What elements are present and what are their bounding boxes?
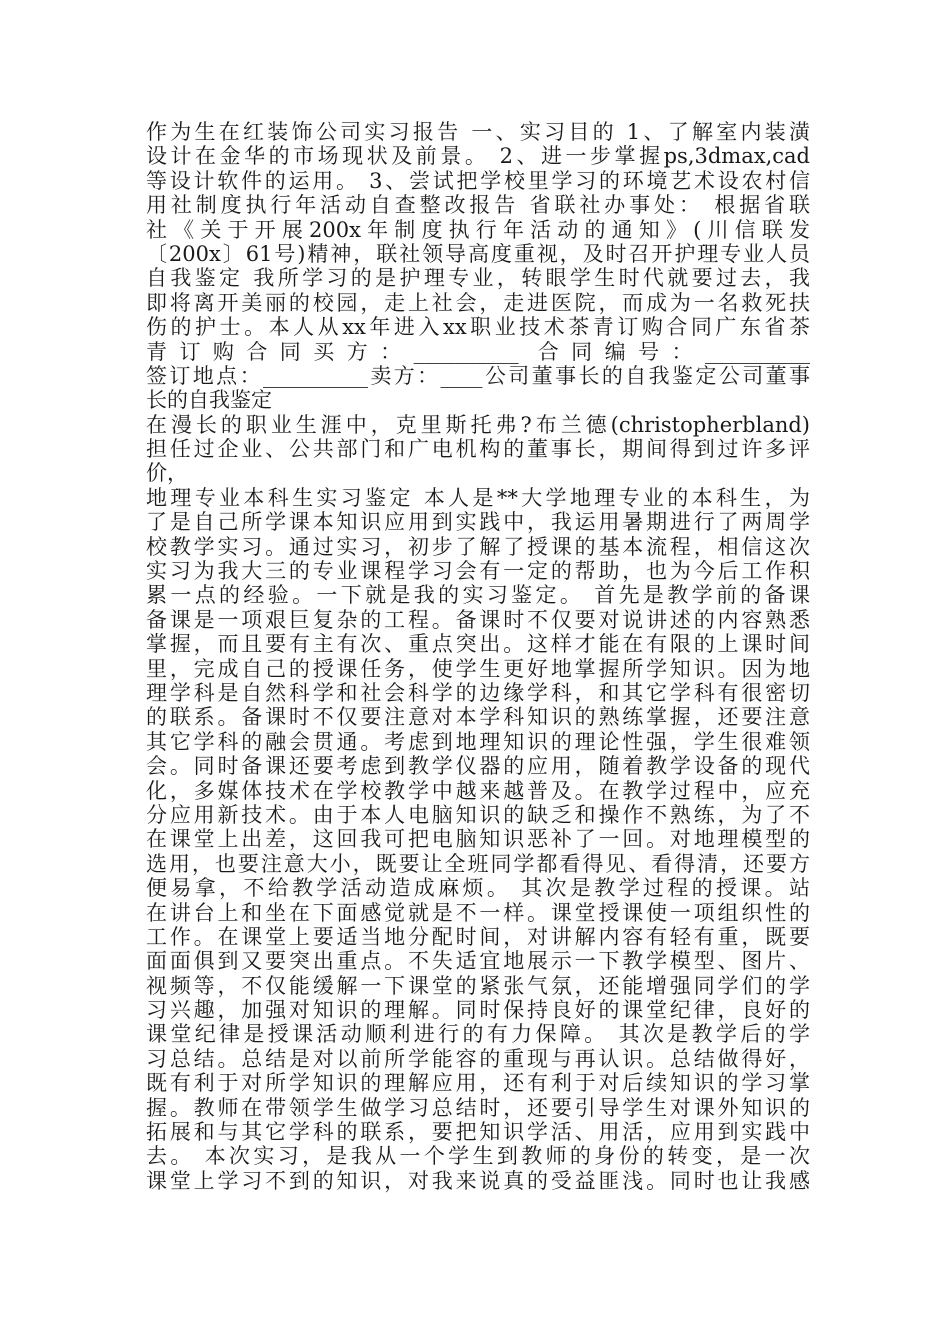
text-line: 即将离开美丽的校园，走上社会，走进医院，而成为一名救死扶 (146, 290, 810, 315)
text-line: 〔200x〕61号)精神，联社领导高度重视，及时召开护理专业人员 (146, 241, 810, 266)
text-line: 青订购合同买方：__________ 合同编号：__________ (146, 339, 810, 364)
text-line: 用社制度执行年活动自查整改报告 省联社办事处： 根据省联 (146, 193, 810, 218)
text-line: 社《关于开展200x年制度执行年活动的通知》(川信联发 (146, 217, 810, 242)
text-line: 工作。在课堂上要适当地分配时间，对讲解内容有轻有重，既要 (146, 924, 810, 949)
text-line: 面面俱到又要突出重点。不失适宜地展示一下教学模型、图片、 (146, 949, 810, 974)
text-line: 的联系。备课时不仅要注意对本学科知识的熟练掌握，还要注意 (146, 705, 810, 730)
text-line: 长的自我鉴定 (146, 388, 272, 413)
text-line: 在讲台上和坐在下面感觉就是不一样。课堂授课使一项组织性的 (146, 900, 810, 925)
text-line: 签订地点：__________卖方：____公司董事长的自我鉴定公司董事 (146, 363, 810, 388)
text-line: 握。教师在带领学生做学习总结时，还要引导学生对课外知识的 (146, 1095, 810, 1120)
text-line: 去。 本次实习，是我从一个学生到教师的身份的转变，是一次 (146, 1144, 810, 1169)
text-line: 作为生在红装饰公司实习报告 一、实习目的 1、了解室内装潢 (146, 120, 810, 144)
text-line: 课堂上学习不到的知识，对我来说真的受益匪浅。同时也让我感 (146, 1168, 810, 1193)
text-line: 在课堂上出差，这回我可把电脑知识恶补了一回。对地理模型的 (146, 827, 810, 852)
text-line: 担任过企业、公共部门和广电机构的董事长，期间得到过许多评 (146, 437, 810, 462)
document-body (146, 120, 810, 1193)
text-line: 累一点的经验。一下就是我的实习鉴定。 首先是教学前的备课 (146, 583, 810, 608)
text-line: 价， (146, 461, 188, 486)
text-line: 选用，也要注意大小，既要让全班同学都看得见、看得清，还要方 (146, 851, 810, 876)
text-line: 课堂纪律是授课活动顺利进行的有力保障。 其次是教学后的学 (146, 1022, 810, 1047)
text-line: 地理专业本科生实习鉴定 本人是**大学地理专业的本科生，为 (146, 485, 810, 510)
text-line: 其它学科的融会贯通。考虑到地理知识的理论性强，学生很难领 (146, 729, 810, 754)
text-line: 化，多媒体技术在学校教学中越来越普及。在教学过程中，应充 (146, 778, 810, 803)
text-line: 里，完成自己的授课任务，使学生更好地掌握所学知识。因为地 (146, 656, 810, 681)
text-line: 备课是一项艰巨复杂的工程。备课时不仅要对说讲述的内容熟悉 (146, 607, 810, 632)
text-line: 了是自己所学课本知识应用到实践中，我运用暑期进行了两周学 (146, 510, 810, 535)
text-line: 在漫长的职业生涯中，克里斯托弗?布兰德(christopherbland) (146, 412, 810, 437)
text-line: 理学科是自然科学和社会科学的边缘学科，和其它学科有很密切 (146, 680, 810, 705)
text-line: 等设计软件的运用。 3、尝试把学校里学习的环境艺术设农村信 (146, 168, 810, 193)
text-line: 掌握，而且要有主有次、重点突出。这样才能在有限的上课时间 (146, 632, 810, 657)
text-line: 伤的护士。本人从xx年进入xx职业技术茶青订购合同广东省茶 (146, 315, 810, 340)
text-line: 设计在金华的市场现状及前景。 2、进一步掌握ps,3dmax,cad (146, 144, 810, 169)
text-line: 校教学实习。通过实习，初步了解了授课的基本流程，相信这次 (146, 534, 810, 559)
text-line: 既有利于对所学知识的理解应用，还有利于对后续知识的学习掌 (146, 1071, 810, 1096)
text-line: 习兴趣，加强对知识的理解。同时保持良好的课堂纪律，良好的 (146, 998, 810, 1023)
text-line: 自我鉴定 我所学习的是护理专业，转眼学生时代就要过去，我 (146, 266, 810, 291)
text-line: 会。同时备课还要考虑到教学仪器的应用，随着教学设备的现代 (146, 754, 810, 779)
text-line: 分应用新技术。由于本人电脑知识的缺乏和操作不熟练，为了不 (146, 802, 810, 827)
text-line: 视频等，不仅能缓解一下课堂的紧张气氛，还能增强同学们的学 (146, 973, 810, 998)
text-line: 实习为我大三的专业课程学习会有一定的帮助，也为今后工作积 (146, 559, 810, 584)
text-line: 便易拿，不给教学活动造成麻烦。 其次是教学过程的授课。站 (146, 876, 810, 901)
text-line: 习总结。总结是对以前所学能容的重现与再认识。总结做得好， (146, 1046, 810, 1071)
text-line: 拓展和与其它学科的联系，要把知识学活、用活，应用到实践中 (146, 1120, 810, 1145)
